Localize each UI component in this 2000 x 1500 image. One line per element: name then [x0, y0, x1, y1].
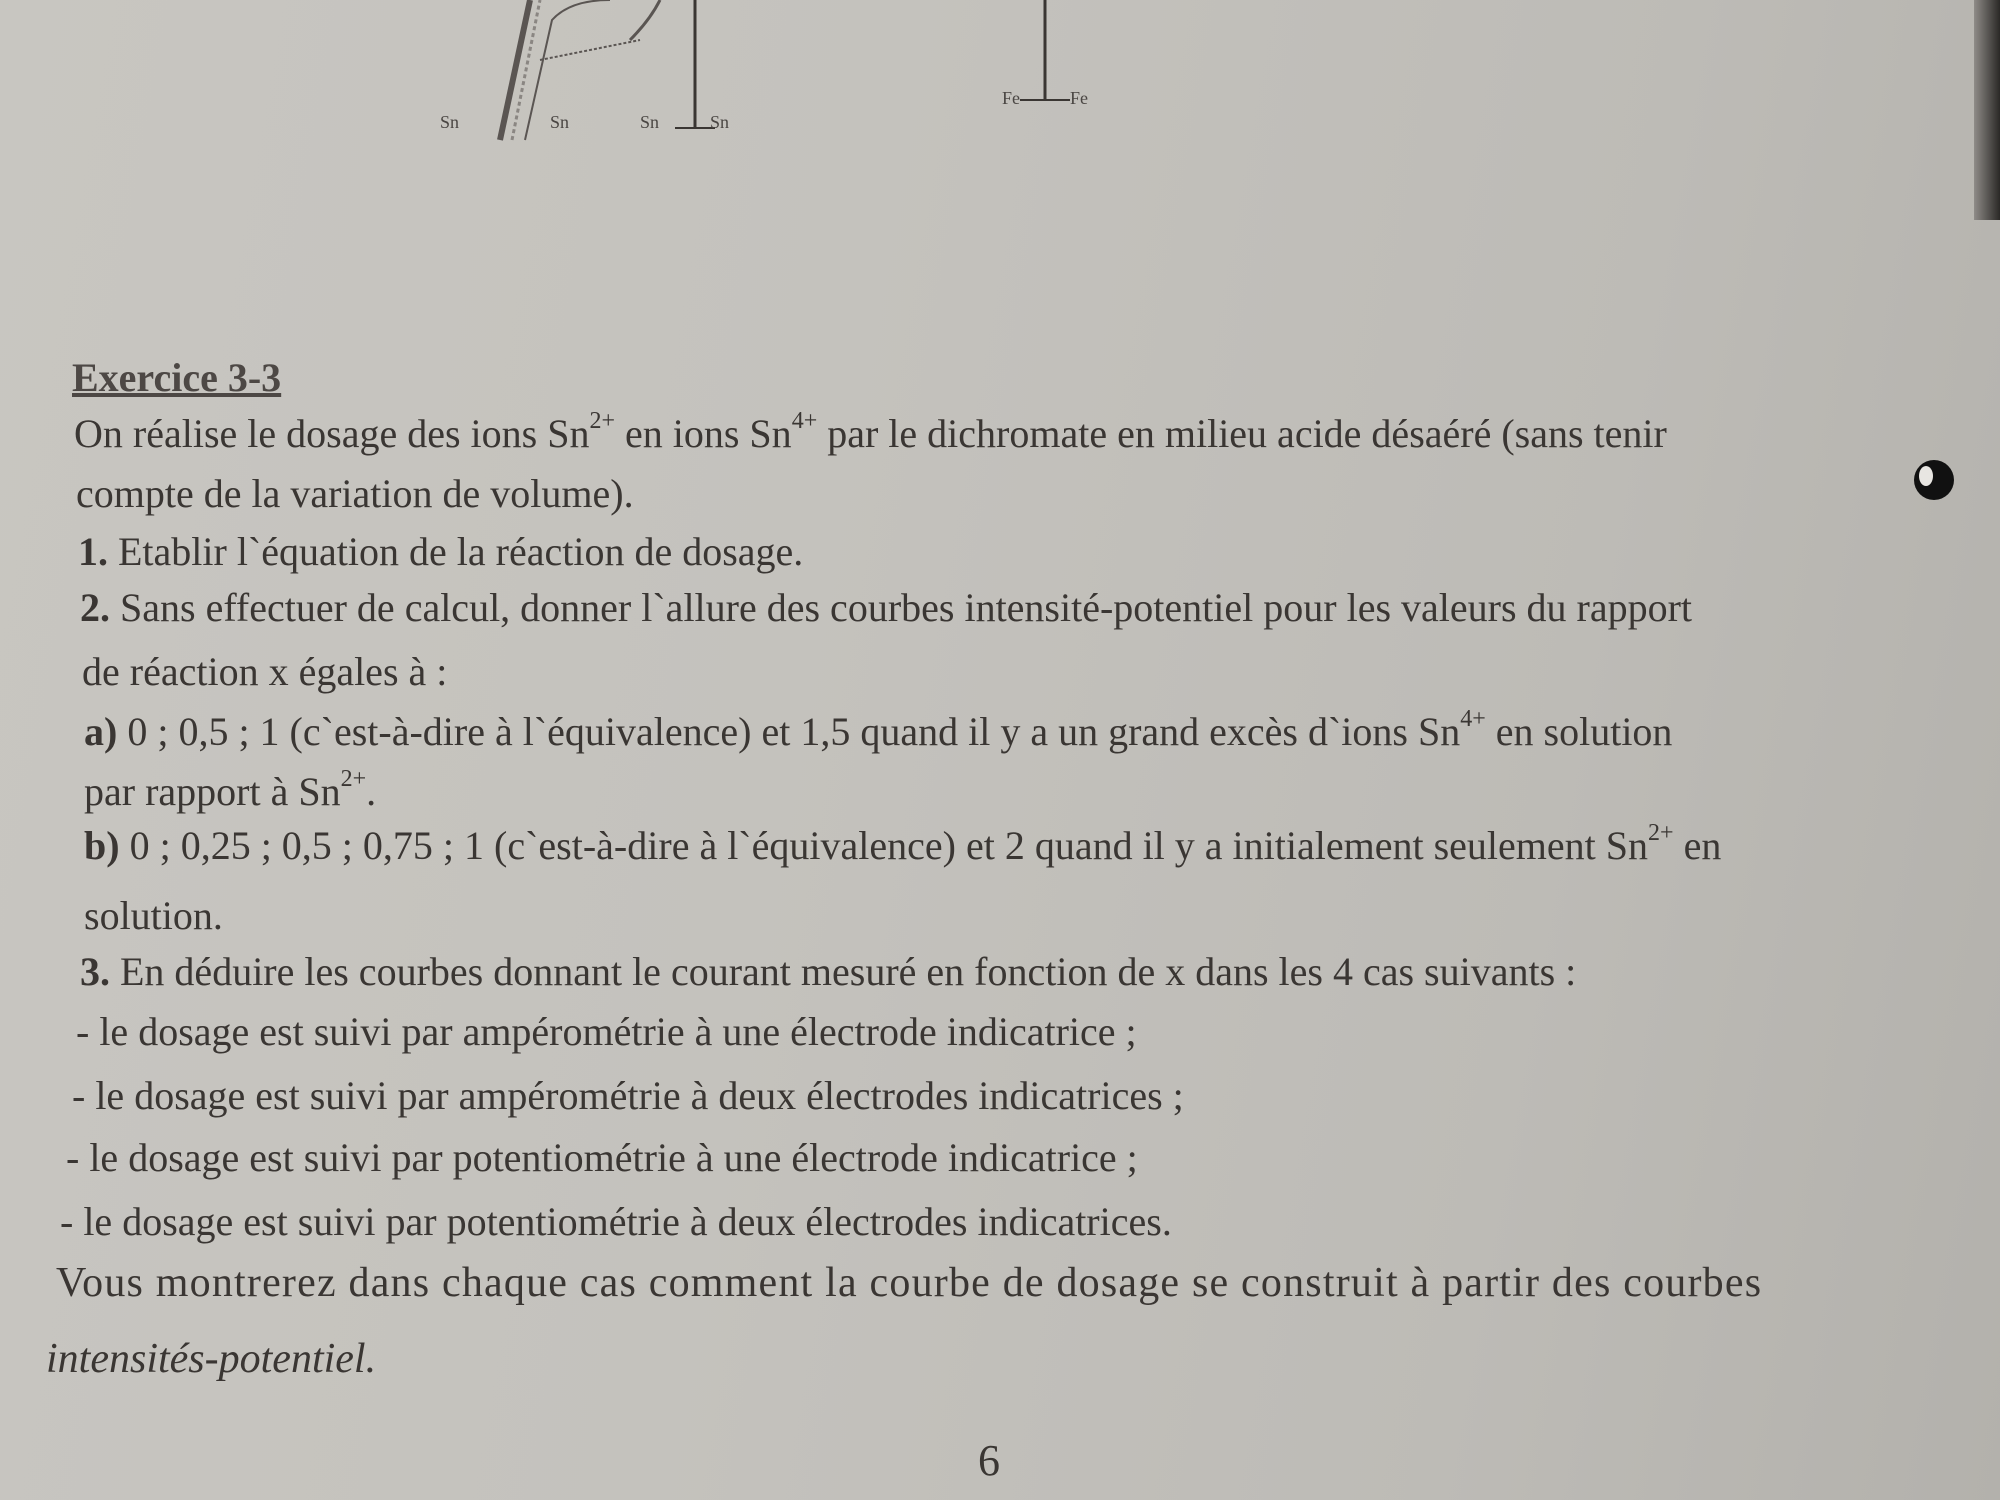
question-number: 3.: [80, 949, 110, 994]
intro-line-1: [74, 407, 1667, 456]
intro-text: en ions Sn: [615, 411, 792, 456]
question-2-line-1: [80, 585, 1693, 630]
question-number: 2.: [80, 585, 110, 630]
intro-text: On réalise le dosage des ions Sn: [74, 411, 590, 456]
question-number: 1.: [78, 529, 108, 574]
charge-superscript: 2+: [1648, 819, 1674, 846]
subquestion-text: en solution: [1485, 709, 1673, 754]
subquestion-a-line-2: [84, 765, 377, 814]
question-2-line-2: de réaction x égales à :: [82, 649, 448, 694]
subquestion-text: par rapport à Sn: [84, 769, 341, 814]
charge-superscript: 4+: [1460, 705, 1486, 732]
subquestion-text: .: [366, 769, 377, 814]
question-text: Etablir l`équation de la réaction de dosage.: [108, 529, 804, 574]
conclusion-line-2: intensités-potentiel.: [46, 1336, 377, 1382]
question-text: En déduire les courbes donnant le courant mesuré en fonction de x dans les 4 cas suivants :: [110, 949, 1577, 994]
subquestion-text: en: [1673, 823, 1722, 868]
intro-line-2: compte de la variation de volume).: [76, 471, 634, 516]
subquestion-label: a): [84, 709, 118, 754]
case-item-4: - le dosage est suivi par potentiométrie à deux électrodes indicatrices.: [60, 1199, 1172, 1244]
subquestion-text: 0 ; 0,5 ; 1 (c`est-à-dire à l`équivalence) et 1,5 quand il y a un grand excès d`ions Sn: [117, 709, 1461, 754]
figure-label: Fe: [1002, 88, 1020, 108]
subquestion-b-line-1: [84, 819, 1722, 868]
exercise-title: Exercice 3-3: [72, 355, 282, 400]
figure-label: Sn: [440, 112, 460, 132]
conclusion-line-1: Vous montrerez dans chaque cas comment la courbe de dosage se construit à partir des courbes: [56, 1260, 1763, 1306]
figure-label: Sn: [550, 112, 570, 132]
subquestion-b-line-2: solution.: [84, 893, 223, 938]
subquestion-label: b): [84, 823, 120, 868]
figure-label: Sn: [640, 112, 660, 132]
charge-superscript: 2+: [589, 407, 615, 434]
page-number: 6: [978, 1436, 1000, 1485]
intro-text: par le dichromate en milieu acide désaéré (sans tenir: [817, 411, 1667, 456]
question-1: [78, 529, 804, 574]
case-item-1: - le dosage est suivi par ampérométrie à une électrode indicatrice ;: [76, 1009, 1137, 1054]
subquestion-a-line-1: [84, 705, 1673, 754]
figure-label: Fe: [1070, 88, 1088, 108]
charge-superscript: 4+: [791, 407, 818, 434]
question-3: [80, 949, 1577, 994]
charge-superscript: 2+: [340, 765, 367, 792]
case-item-2: - le dosage est suivi par ampérométrie à deux électrodes indicatrices ;: [72, 1073, 1184, 1118]
subquestion-text: 0 ; 0,25 ; 0,5 ; 0,75 ; 1 (c`est-à-dire à l`équivalence) et 2 quand il y a initialement seulement Sn: [119, 823, 1649, 868]
question-text: Sans effectuer de calcul, donner l`allure des courbes intensité-potentiel pour les valeurs du rapport: [110, 585, 1693, 630]
figure-label: Sn: [710, 112, 730, 132]
case-item-3: - le dosage est suivi par potentiométrie à une électrode indicatrice ;: [66, 1135, 1138, 1180]
